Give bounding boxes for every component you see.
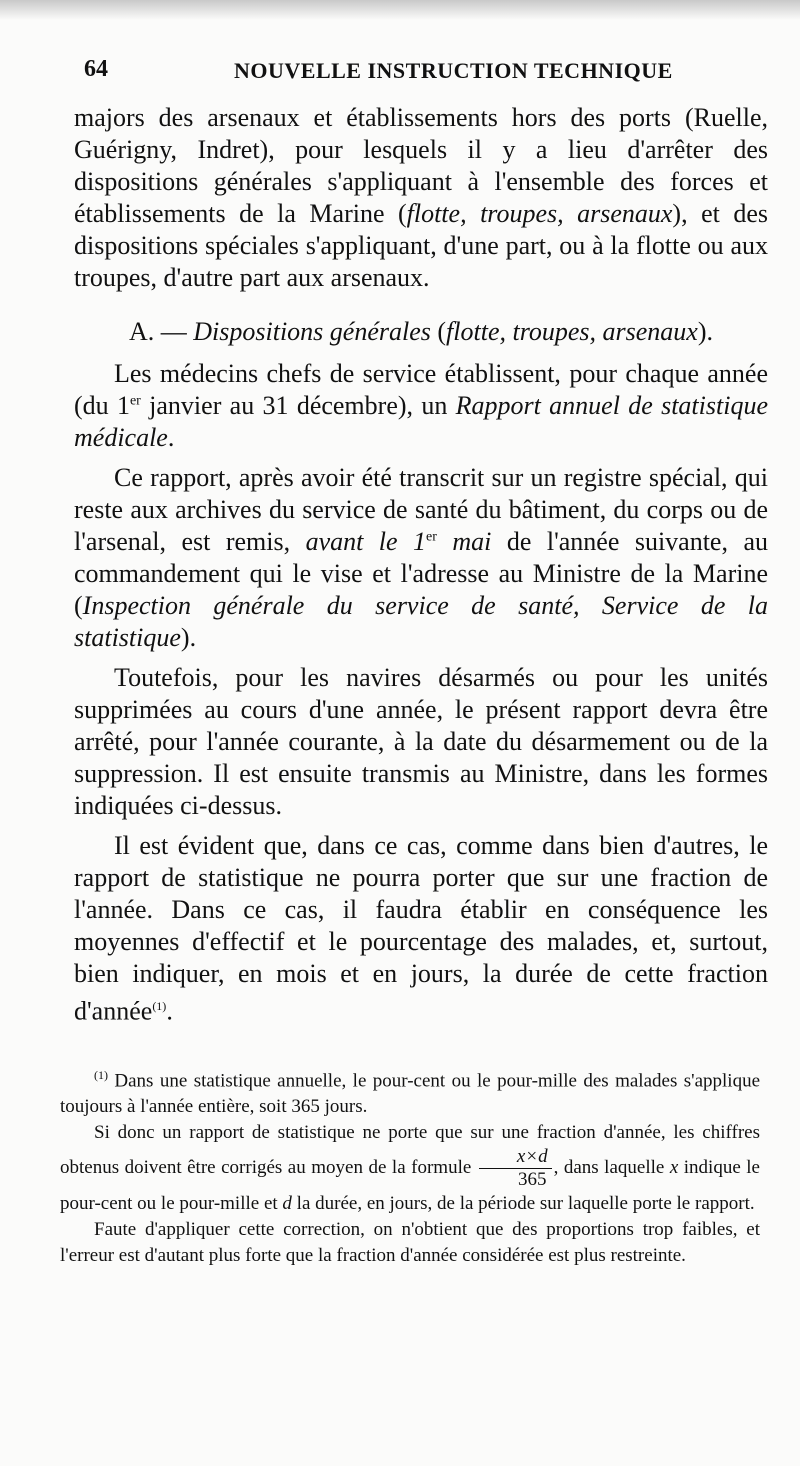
footnote-correction-paragraph: Faute d'appliquer cette correction, on n'obtient que des proportions trop faibles, et l'erreur est d'autant plus forte que la fraction d'année considérée est plus restreinte.	[60, 1219, 760, 1267]
footnotes	[60, 1062, 760, 1269]
section-heading: A. — Dispositions générales (flotte, troupes, arsenaux).	[128, 317, 714, 346]
paragraph-rapport-annuel: Les médecins chefs de service établissent, pour chaque année (du 1er janvier au 31 décembre), un Rapport annuel de statistique médicale.	[74, 359, 768, 452]
paragraph-transcription: Ce rapport, après avoir été transcrit sur un registre spécial, qui reste aux archives du service de santé du bâtiment, du corps ou de l'arsenal, est remis, avant le 1er mai de l'année suivante, au commandement qui le vise et l'adresse au Ministre de la Marine (Inspection générale du service de santé, Service de la statistique).	[74, 463, 768, 652]
scan-shadow	[0, 0, 800, 20]
footnote-formula-paragraph: Si donc un rapport de statistique ne porte que sur une fraction d'année, les chiffres obtenus doivent être corrigés au moyen de la formule $\frac{x\times d}{365}$ , dans laquelle x indique le pour-cent ou le pour-mille et d la durée, en jours, de la période sur laquelle porte le rapport.	[60, 1122, 760, 1215]
main-text	[74, 102, 768, 1028]
formula	[479, 1146, 552, 1191]
page-number: 64	[84, 56, 108, 82]
formula-numerator: x×d	[479, 1146, 552, 1169]
footnote-mark: (1)	[94, 1068, 108, 1082]
footnote-reference: (1)	[152, 999, 167, 1013]
paragraph-continuation: majors des arsenaux et établissements hors des ports (Ruelle, Guérigny, Indret), pour lesquels il y a lieu d'arrêter des dispositions générales s'appliquant à l'ensemble des forces et établissements de la Marine (flotte, troupes, arsenaux), et des dispositions spéciales s'appliquant, d'une part, ou à la flotte ou aux troupes, d'autre part aux arsenaux.	[74, 103, 768, 292]
formula-denominator: 365	[517, 1169, 547, 1191]
footnote-1: $^{(1)}$ Dans une statistique annuelle, le pour-cent ou le pour-mille des malades s'applique toujours à l'année entière, soit 365 jours.	[60, 1068, 760, 1118]
running-title: NOUVELLE INSTRUCTION TECHNIQUE	[234, 58, 673, 83]
paragraph-toutefois: Toutefois, pour les navires désarmés ou pour les unités supprimées au cours d'une année, le présent rapport devra être arrêté, pour l'année courante, à la date du désarmement ou de la suppression. Il est ensuite transmis au Ministre, dans les formes indiquées ci-dessus.	[74, 663, 768, 820]
page-header	[84, 52, 760, 92]
paragraph-evident: Il est évident que, dans ce cas, comme dans bien d'autres, le rapport de statistique ne pourra porter que sur une fraction de l'année. Dans ce cas, il faudra établir en conséquence les moyennes d'effectif et le pourcentage des malades, et, surtout, bien indiquer, en mois et en jours, la durée de cette fraction d'année$^{(1)}$.	[74, 831, 768, 1026]
